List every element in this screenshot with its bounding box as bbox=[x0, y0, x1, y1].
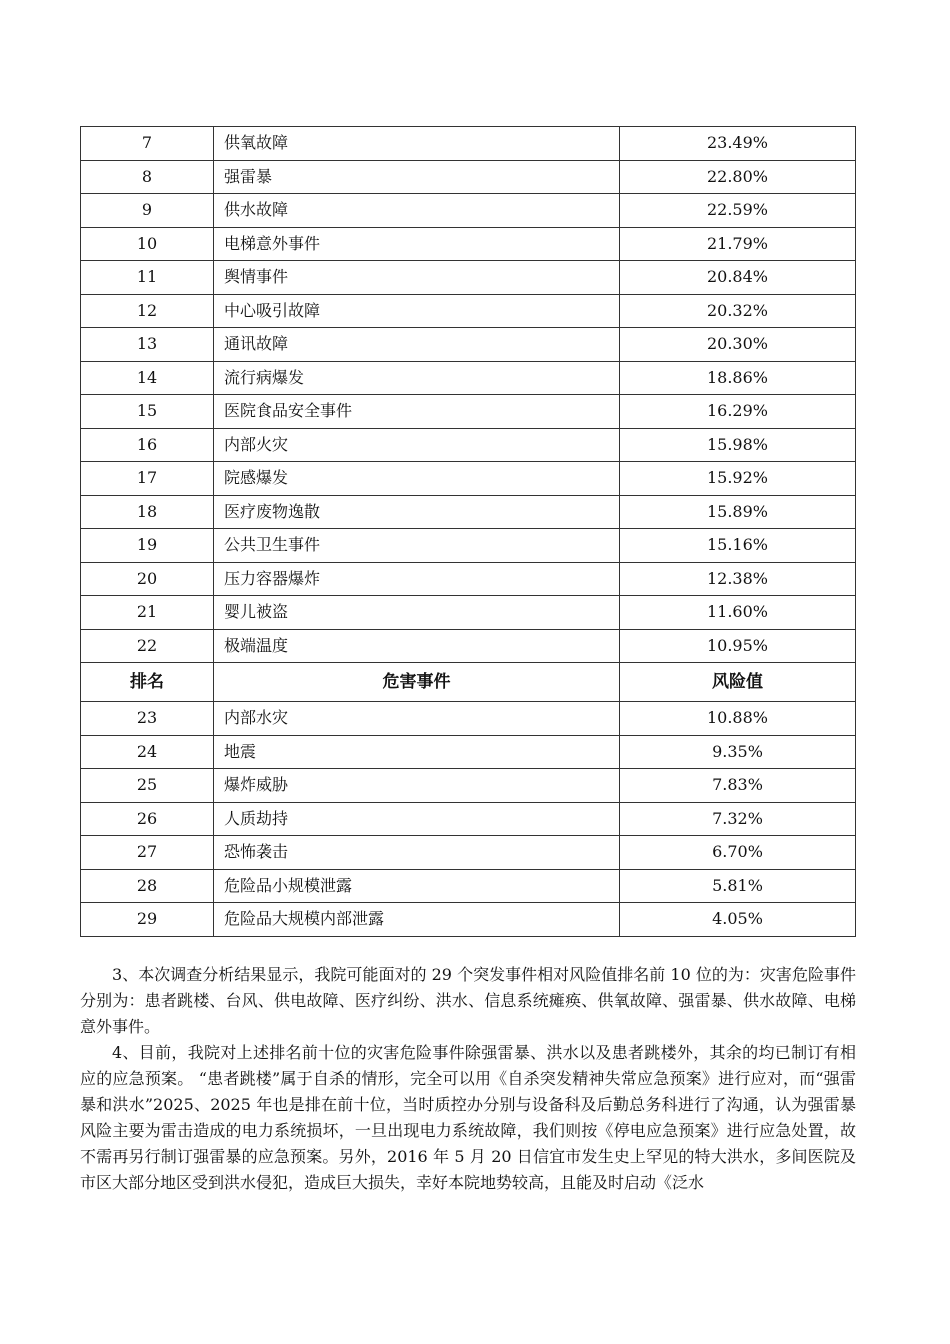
value-cell: 12.38% bbox=[620, 562, 856, 596]
rank-cell: 21 bbox=[81, 596, 214, 630]
rank-cell: 29 bbox=[81, 903, 214, 937]
paragraph-3: 3、本次调查分析结果显示，我院可能面对的 29 个突发事件相对风险值排名前 10 位的为：灾害危险事件分别为：患者跳楼、台风、供电故障、医疗纠纷、洪水、信息系统瘫痪、供氧故障、强雷暴、供水故障、电梯意外事件。 bbox=[80, 965, 856, 1036]
table-row bbox=[81, 562, 856, 596]
event-cell: 恐怖袭击 bbox=[214, 836, 620, 870]
event-cell: 院感爆发 bbox=[214, 462, 620, 496]
table-row bbox=[81, 596, 856, 630]
value-cell: 22.59% bbox=[620, 194, 856, 228]
value-cell: 10.95% bbox=[620, 629, 856, 663]
event-cell: 医院食品安全事件 bbox=[214, 395, 620, 429]
rank-cell: 9 bbox=[81, 194, 214, 228]
rank-cell: 23 bbox=[81, 702, 214, 736]
event-cell: 爆炸威胁 bbox=[214, 769, 620, 803]
event-cell: 医疗废物逸散 bbox=[214, 495, 620, 529]
value-cell: 4.05% bbox=[620, 903, 856, 937]
rank-cell: 7 bbox=[81, 127, 214, 161]
table-row bbox=[81, 629, 856, 663]
event-cell: 通讯故障 bbox=[214, 328, 620, 362]
table-row bbox=[81, 428, 856, 462]
header-value-cell: 风险值 bbox=[620, 663, 856, 702]
table-row bbox=[81, 903, 856, 937]
value-cell: 15.16% bbox=[620, 529, 856, 563]
rank-cell: 17 bbox=[81, 462, 214, 496]
rank-cell: 15 bbox=[81, 395, 214, 429]
value-cell: 22.80% bbox=[620, 160, 856, 194]
rank-cell: 25 bbox=[81, 769, 214, 803]
table-row bbox=[81, 395, 856, 429]
table-row bbox=[81, 227, 856, 261]
value-cell: 23.49% bbox=[620, 127, 856, 161]
risk-table-body bbox=[81, 127, 856, 937]
value-cell: 21.79% bbox=[620, 227, 856, 261]
table-row bbox=[81, 194, 856, 228]
value-cell: 6.70% bbox=[620, 836, 856, 870]
value-cell: 15.89% bbox=[620, 495, 856, 529]
event-cell: 婴儿被盗 bbox=[214, 596, 620, 630]
value-cell: 7.83% bbox=[620, 769, 856, 803]
risk-ranking-table bbox=[80, 126, 856, 937]
event-cell: 流行病爆发 bbox=[214, 361, 620, 395]
event-cell: 公共卫生事件 bbox=[214, 529, 620, 563]
value-cell: 20.30% bbox=[620, 328, 856, 362]
table-row bbox=[81, 294, 856, 328]
header-event-cell: 危害事件 bbox=[214, 663, 620, 702]
rank-cell: 24 bbox=[81, 735, 214, 769]
rank-cell: 8 bbox=[81, 160, 214, 194]
value-cell: 15.92% bbox=[620, 462, 856, 496]
table-row bbox=[81, 869, 856, 903]
rank-cell: 18 bbox=[81, 495, 214, 529]
value-cell: 20.32% bbox=[620, 294, 856, 328]
event-cell: 人质劫持 bbox=[214, 802, 620, 836]
value-cell: 18.86% bbox=[620, 361, 856, 395]
paragraph-4: 4、目前，我院对上述排名前十位的灾害危险事件除强雷暴、洪水以及患者跳楼外，其余的均已制订有相应的应急预案。 “患者跳楼”属于自杀的情形，完全可以用《自杀突发精神失常应急预案》进行应对，而“强雷暴和洪水”2025、2025 年也是排在前十位，当时质控办分别与设备科及后勤总务科进行了沟通，认为强雷暴风险主要为雷击造成的电力系统损坏，一旦出现电力系统故障，我们则按《停电应急预案》进行应急处置，故不需再另行制订强雷暴的应急预案。另外，2016 年 5 月 20 日信宜市发生史上罕见的特大洪水，多间医院及市区大部分地区受到洪水侵犯，造成巨大损失，幸好本院地势较高，且能及时启动《泛水 bbox=[80, 1043, 856, 1192]
event-cell: 极端温度 bbox=[214, 629, 620, 663]
value-cell: 9.35% bbox=[620, 735, 856, 769]
rank-cell: 27 bbox=[81, 836, 214, 870]
event-cell: 供水故障 bbox=[214, 194, 620, 228]
rank-cell: 22 bbox=[81, 629, 214, 663]
table-row bbox=[81, 462, 856, 496]
table-row bbox=[81, 702, 856, 736]
event-cell: 舆情事件 bbox=[214, 261, 620, 295]
rank-cell: 14 bbox=[81, 361, 214, 395]
rank-cell: 19 bbox=[81, 529, 214, 563]
table-row bbox=[81, 836, 856, 870]
value-cell: 11.60% bbox=[620, 596, 856, 630]
table-row bbox=[81, 495, 856, 529]
event-cell: 电梯意外事件 bbox=[214, 227, 620, 261]
event-cell: 危险品大规模内部泄露 bbox=[214, 903, 620, 937]
table-header-row bbox=[81, 663, 856, 702]
table-row bbox=[81, 735, 856, 769]
rank-cell: 26 bbox=[81, 802, 214, 836]
event-cell: 危险品小规模泄露 bbox=[214, 869, 620, 903]
rank-cell: 12 bbox=[81, 294, 214, 328]
event-cell: 压力容器爆炸 bbox=[214, 562, 620, 596]
event-cell: 强雷暴 bbox=[214, 160, 620, 194]
event-cell: 地震 bbox=[214, 735, 620, 769]
value-cell: 20.84% bbox=[620, 261, 856, 295]
rank-cell: 28 bbox=[81, 869, 214, 903]
value-cell: 15.98% bbox=[620, 428, 856, 462]
rank-cell: 10 bbox=[81, 227, 214, 261]
rank-cell: 11 bbox=[81, 261, 214, 295]
table-row bbox=[81, 769, 856, 803]
rank-cell: 13 bbox=[81, 328, 214, 362]
value-cell: 7.32% bbox=[620, 802, 856, 836]
rank-cell: 20 bbox=[81, 562, 214, 596]
header-rank-cell: 排名 bbox=[81, 663, 214, 702]
event-cell: 供氧故障 bbox=[214, 127, 620, 161]
rank-cell: 16 bbox=[81, 428, 214, 462]
value-cell: 16.29% bbox=[620, 395, 856, 429]
value-cell: 10.88% bbox=[620, 702, 856, 736]
event-cell: 内部火灾 bbox=[214, 428, 620, 462]
table-row bbox=[81, 328, 856, 362]
event-cell: 内部水灾 bbox=[214, 702, 620, 736]
value-cell: 5.81% bbox=[620, 869, 856, 903]
event-cell: 中心吸引故障 bbox=[214, 294, 620, 328]
table-row bbox=[81, 127, 856, 161]
table-row bbox=[81, 160, 856, 194]
table-row bbox=[81, 802, 856, 836]
table-row bbox=[81, 361, 856, 395]
table-row bbox=[81, 529, 856, 563]
table-row bbox=[81, 261, 856, 295]
